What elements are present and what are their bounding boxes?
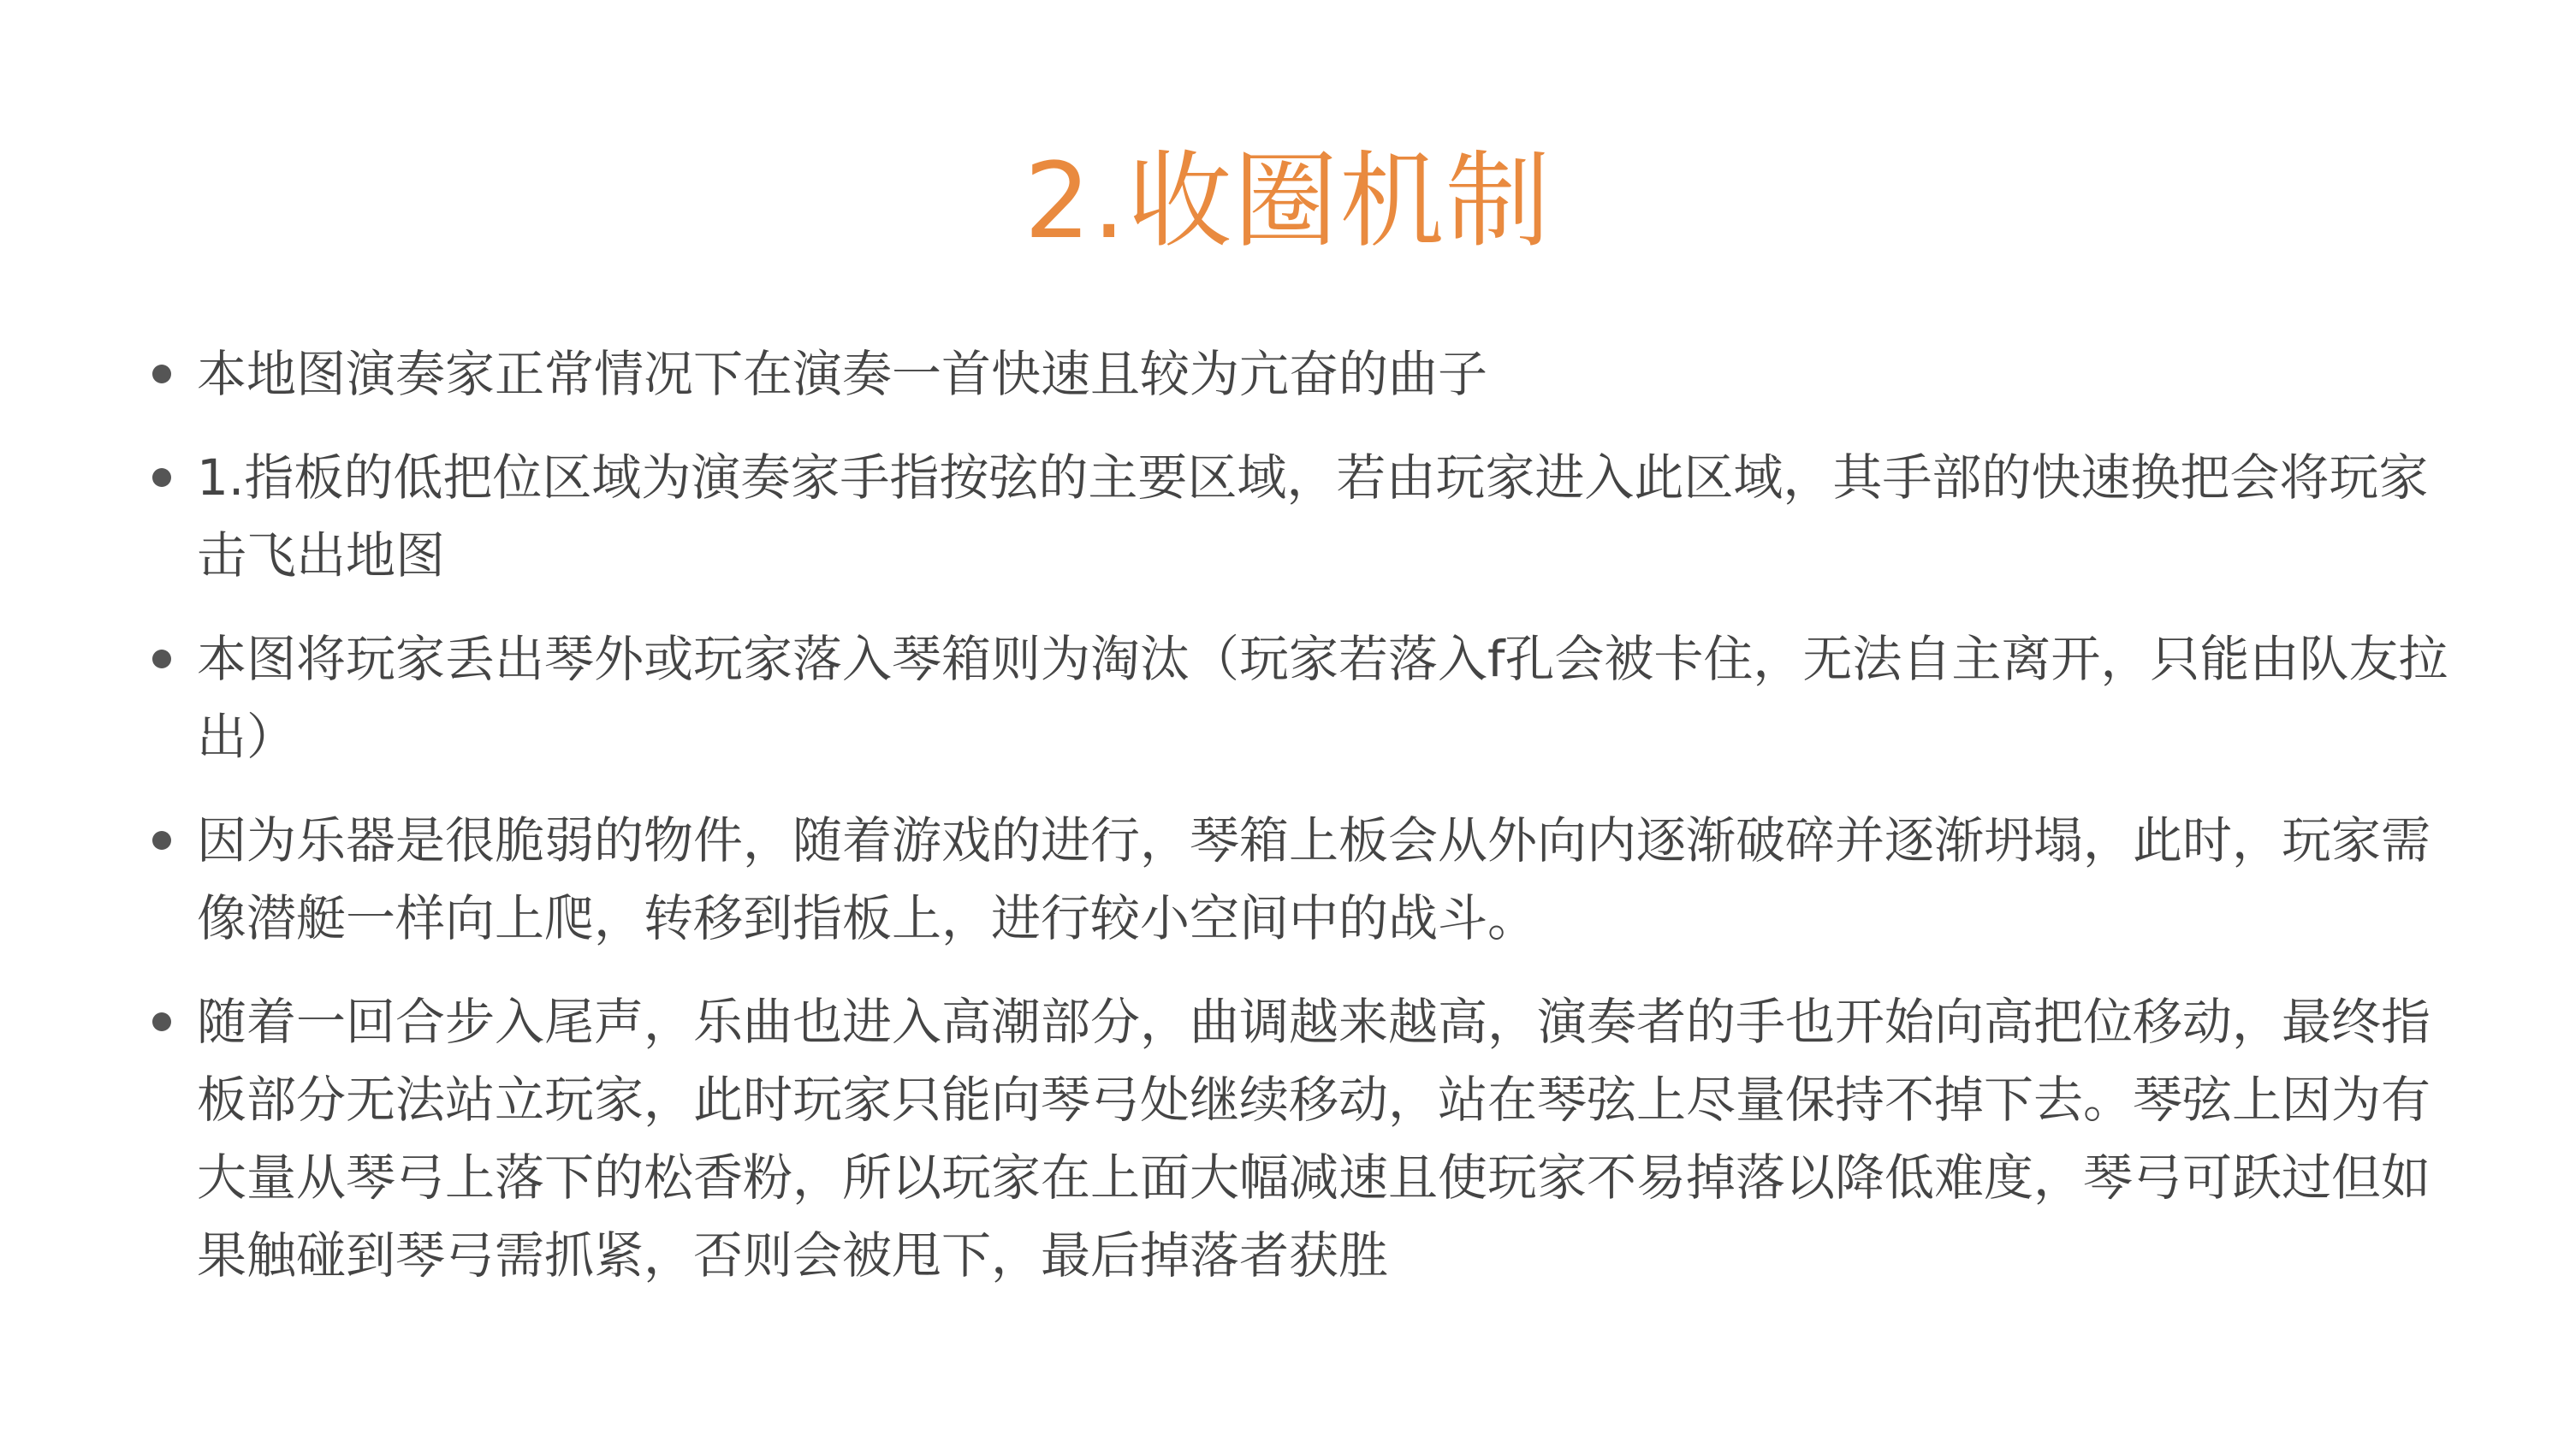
- bullet-item-1: [151, 335, 2461, 413]
- slide-title: 2.收圈机制: [1024, 140, 1552, 262]
- bullet-text: 1.指板的低把位区域为演奏家手指按弦的主要区域，若由玩家进入此区域，其手部的快速换把会将玩家击飞出地图: [197, 448, 2429, 585]
- bullet-dot-icon: [152, 831, 171, 850]
- bullet-list: [151, 335, 2461, 1320]
- bullet-item-2: [151, 439, 2461, 595]
- bullet-item-5: [151, 983, 2461, 1295]
- bullet-text: 本地图演奏家正常情况下在演奏一首快速且较为亢奋的曲子: [197, 345, 1488, 403]
- bullet-dot-icon: [152, 650, 171, 668]
- bullet-text: 随着一回合步入尾声，乐曲也进入高潮部分，曲调越来越高，演奏者的手也开始向高把位移动，最终指板部分无法站立玩家，此时玩家只能向琴弓处继续移动，站在琴弦上尽量保持不掉下去。琴弦上因为有大量从琴弓上落下的松香粉，所以玩家在上面大幅减速且使玩家不易掉落以降低难度，琴弓可跃过但如果触碰到琴弓需抓紧，否则会被甩下，最后掉落者获胜: [197, 993, 2431, 1285]
- bullet-dot-icon: [152, 468, 171, 487]
- bullet-text: 因为乐器是很脆弱的物件，随着游戏的进行，琴箱上板会从外向内逐渐破碎并逐渐坍塌，此时，玩家需像潜艇一样向上爬，转移到指板上，进行较小空间中的战斗。: [197, 811, 2431, 947]
- bullet-item-4: [151, 802, 2461, 958]
- bullet-dot-icon: [152, 1012, 171, 1031]
- bullet-dot-icon: [152, 365, 171, 383]
- bullet-text: 本图将玩家丢出琴外或玩家落入琴箱则为淘汰（玩家若落入f孔会被卡住，无法自主离开，只能由队友拉出）: [197, 630, 2448, 766]
- bullet-item-3: [151, 620, 2461, 776]
